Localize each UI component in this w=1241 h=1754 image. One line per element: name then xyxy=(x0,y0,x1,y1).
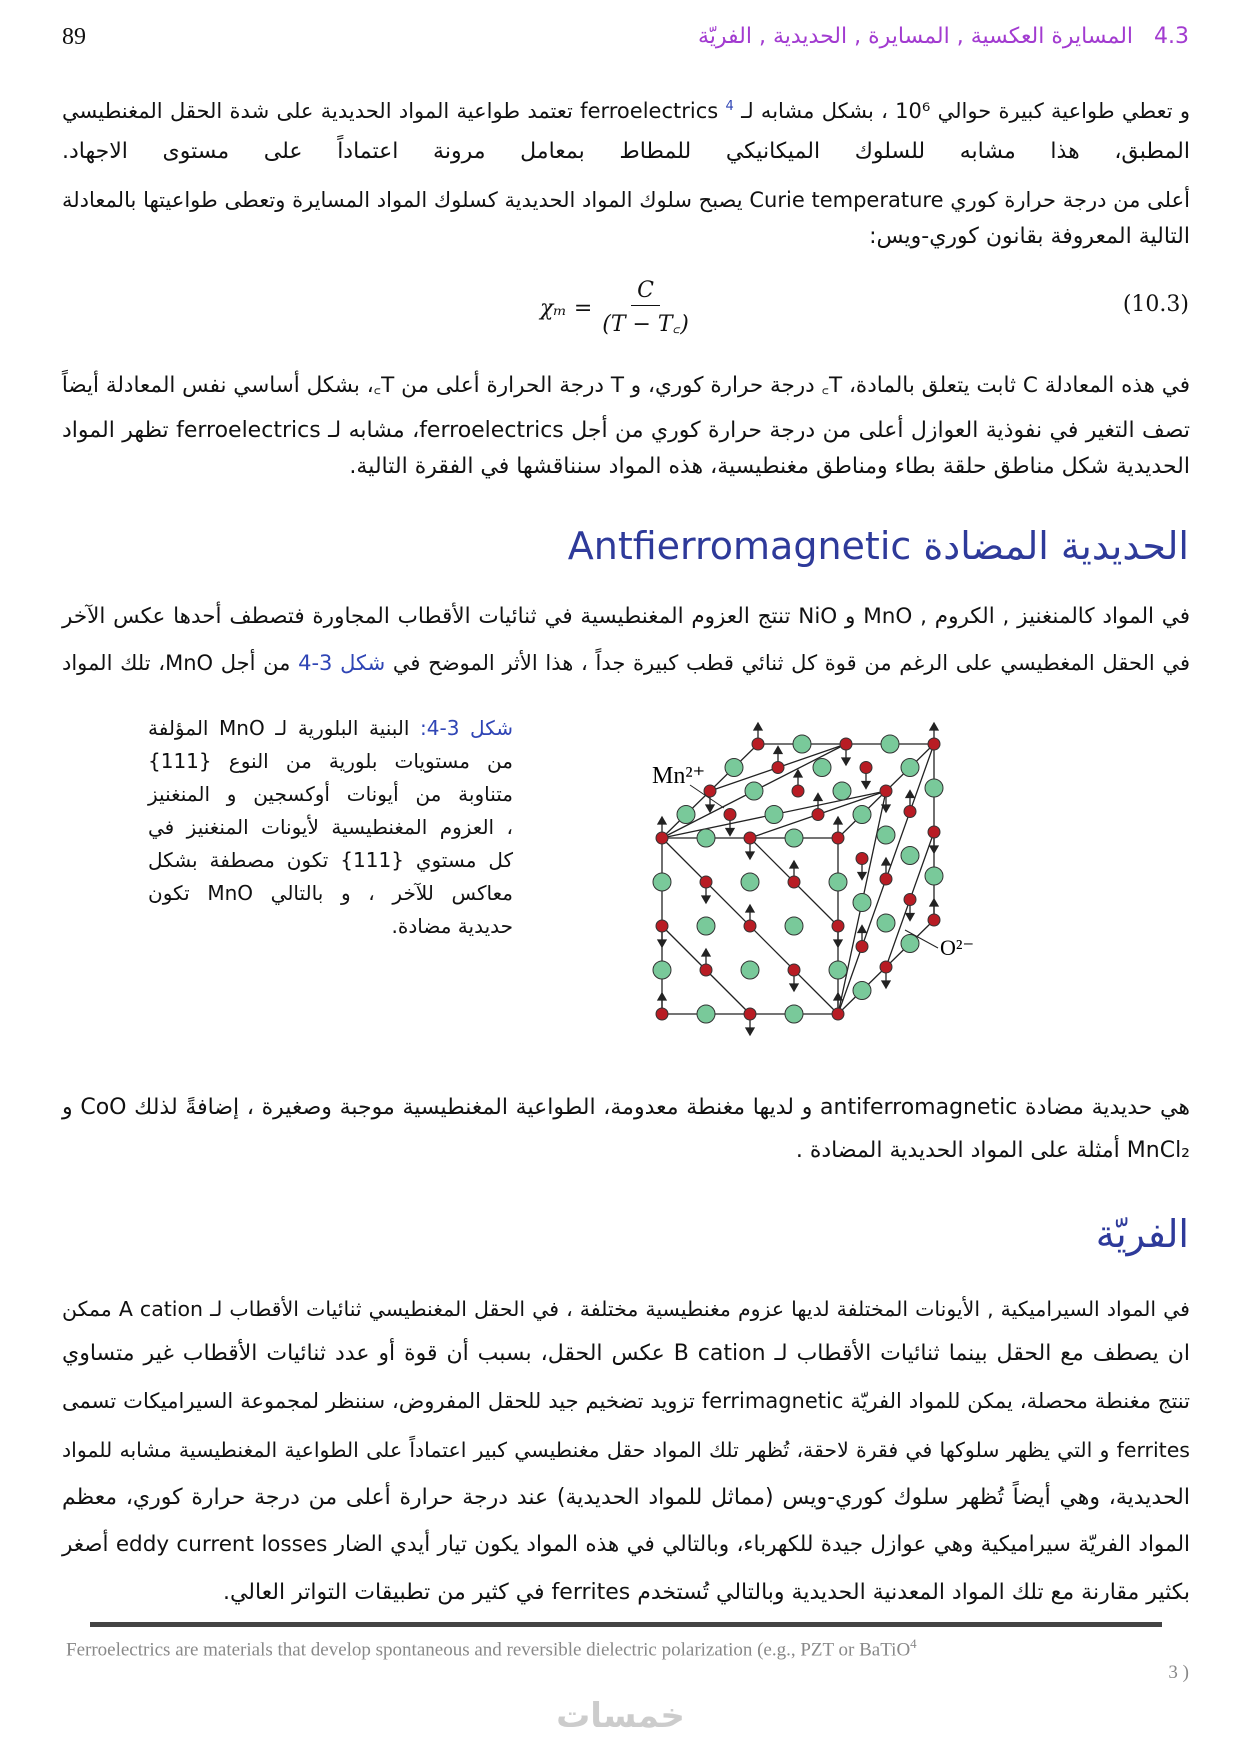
para1-line2: المطبق، هذا مشابه للسلوك الميكانيكي للمطاط بمعامل مرونة اعتماداً على مستوى الاجهاد. xyxy=(62,139,1190,164)
para5-line: ferrites و التي يظهر سلوكها في فقرة لاحقة، تُظهر تلك المواد حقل مغنطيسي كبير اعتماداً على الطواعية المغنطيسية مشابه للمواد xyxy=(62,1438,1190,1462)
o-ion xyxy=(853,982,871,1000)
o-ion-label: O²⁻ xyxy=(940,935,975,960)
o-ion xyxy=(813,759,831,777)
para2-line: الحديدية شكل مناطق حلقة بطاء ومناطق مغنطيسية، هذه المواد سنناقشها في الفقرة التالية. xyxy=(349,454,1190,479)
mn-ion xyxy=(792,785,804,797)
equation-lhs: χₘ = xyxy=(540,295,593,321)
section-title: المسايرة العكسية , المسايرة , الحديدية , الفريّة xyxy=(697,24,1134,49)
caption-line xyxy=(148,712,513,745)
footnote xyxy=(66,1636,917,1661)
o-ion xyxy=(829,961,847,979)
footnote-sup: 4 xyxy=(910,1636,917,1651)
equation xyxy=(540,278,689,338)
para4-line: MnCl₂ أمثلة على المواد الحديدية المضادة . xyxy=(795,1138,1190,1163)
o-ion xyxy=(881,735,899,753)
o-ion xyxy=(677,806,695,824)
o-ion xyxy=(793,735,811,753)
o-ion xyxy=(697,829,715,847)
o-ion xyxy=(901,759,919,777)
figure-reference-link[interactable]: شكل 3-4 xyxy=(298,651,386,675)
o-ion xyxy=(785,1005,803,1023)
watermark-logo: خمسات xyxy=(556,1696,685,1736)
mn-ion xyxy=(656,832,668,844)
mn-ion xyxy=(752,738,764,750)
mn-ion xyxy=(856,853,868,865)
caption-line: من مستويات بلورية من النوع {111} xyxy=(148,749,513,773)
mn-ion xyxy=(856,941,868,953)
mn-ion xyxy=(744,920,756,932)
running-header xyxy=(698,24,1189,49)
mn-ion xyxy=(832,920,844,932)
o-ion xyxy=(697,1005,715,1023)
mn-ion xyxy=(832,1008,844,1020)
text: تعتمد طواعية المواد الحديدية على شدة الحقل المغنطيسي xyxy=(62,99,573,123)
numerator: C xyxy=(631,278,660,306)
mn-ion xyxy=(904,894,916,906)
footnote-mark[interactable]: 4 xyxy=(725,99,734,114)
section-heading-ferrimagnetic: الفريّة xyxy=(1095,1212,1189,1256)
o-ion xyxy=(925,779,943,797)
text: في الحقل المغطيسي على الرغم من قوة كل ثنائي قطب كبيرة جداً ، هذا الأثر الموضح في xyxy=(392,651,1190,675)
page-number: 89 xyxy=(62,24,86,50)
mn-ion xyxy=(880,873,892,885)
o-ion xyxy=(785,829,803,847)
para5-line: المواد الفريّة سيراميكية وهي عوازل جيدة للكهرباء، وبالتالي في هذه المواد يكون تيار أيدي الضار eddy current losses أصغر xyxy=(62,1532,1190,1557)
o-ion xyxy=(765,806,783,824)
o-ion xyxy=(653,961,671,979)
mn-ion xyxy=(772,762,784,774)
o-ion xyxy=(901,935,919,953)
mno-crystal-structure-figure xyxy=(630,715,975,1045)
o-ion xyxy=(925,867,943,885)
fraction xyxy=(602,278,689,338)
section-number: 4.3 xyxy=(1154,24,1189,49)
o-ion xyxy=(853,894,871,912)
o-ion xyxy=(877,826,895,844)
footnote-divider xyxy=(90,1622,1162,1627)
footnote-continuation: 3 ) xyxy=(1168,1662,1189,1683)
denominator: (T − T꜀) xyxy=(602,312,689,337)
caption-line: معاكس للآخر ، و بالتالي MnO تكون xyxy=(148,881,513,905)
o-ion xyxy=(833,782,851,800)
caption-line: متناوبة من أيونات أوكسجين و المنغنيز xyxy=(148,782,513,806)
para1-line4: التالية المعروفة بقانون كوري-ويس: xyxy=(869,224,1190,249)
mn-ion xyxy=(860,762,872,774)
mn-ion xyxy=(744,1008,756,1020)
mn-ion xyxy=(656,920,668,932)
o-ion xyxy=(785,917,803,935)
o-ion xyxy=(901,847,919,865)
o-ion xyxy=(725,759,743,777)
para1-line1 xyxy=(62,91,1190,127)
caption-label: شكل 3-4: xyxy=(420,716,514,740)
mn-ion xyxy=(788,964,800,976)
o-ion xyxy=(697,917,715,935)
para2-line: في هذه المعادلة C ثابت يتعلق بالمادة، T꜀ درجة حرارة كوري، و T درجة الحرارة أعلى من T꜀، بشكل أساسي نفس المعادلة أيضاً xyxy=(61,373,1190,398)
caption-line: كل مستوي {111} تكون مصطفة بشكل xyxy=(148,848,513,872)
mn-ion xyxy=(656,1008,668,1020)
section-heading-antiferromagnetic: الحديدية المضادة Antfierromagnetic xyxy=(567,524,1189,568)
o-ion xyxy=(741,961,759,979)
text: من أجل MnO، تلك المواد xyxy=(62,651,291,675)
para4-line: هي حديدية مضادة antiferromagnetic و لديها مغنطة معدومة، الطواعية المغنطيسية موجبة وصغيرة ، إضافةً لذلك CoO و xyxy=(62,1095,1190,1120)
mn-ion xyxy=(928,738,940,750)
caption-line: ، العزوم المغنطيسية لأيونات المنغنيز في xyxy=(148,815,513,839)
mn-ion xyxy=(700,964,712,976)
o-ion xyxy=(653,873,671,891)
mn-ion xyxy=(928,914,940,926)
footnote-text: Ferroelectrics are materials that develop spontaneous and reversible dielectric polarization (e.g., PZT or BaTiO xyxy=(66,1639,911,1661)
caption-line: حديدية مضادة. xyxy=(391,914,513,938)
mn-ion xyxy=(840,738,852,750)
mn-ion-label: Mn²⁺ xyxy=(652,763,706,789)
mn-ion xyxy=(788,876,800,888)
o-ion xyxy=(829,873,847,891)
mn-ion xyxy=(832,832,844,844)
para5-line: ان يصطف مع الحقل بينما ثنائيات الأقطاب لـ B cation عكس الحقل، بسبب أن قوة أو عدد ثنائيات الأقطاب غير متساوي xyxy=(62,1341,1190,1366)
mn-ion xyxy=(744,832,756,844)
mn-ion xyxy=(724,809,736,821)
para5-line: في المواد السيراميكية , الأيونات المختلفة لديها عزوم مغنطيسية مختلفة ، في الحقل المغنطيسي ثنائيات الأقطاب لـ A cation ممكن xyxy=(62,1297,1190,1321)
o-ion xyxy=(853,806,871,824)
mn-ion xyxy=(880,961,892,973)
mn-ion xyxy=(812,809,824,821)
mn-ion xyxy=(880,785,892,797)
para3-line2 xyxy=(62,647,1190,679)
o-ion xyxy=(741,873,759,891)
para3-line1: في المواد كالمنغنيز , الكروم , MnO و NiO تنتج العزوم المغنطيسية في ثنائيات الأقطاب المجاورة فتصطف أحدها عكس الآخر xyxy=(62,604,1190,629)
para5-line: تنتج مغنطة محصلة، يمكن للمواد الفريّة ferrimagnetic تزويد تضخيم جيد للحقل المفروض، سننظر لمجموعة السيراميكات تسمى xyxy=(62,1389,1190,1413)
mn-ion xyxy=(928,826,940,838)
mn-ion xyxy=(904,806,916,818)
para2-line: تصف التغير في نفوذية العوازل أعلى من درجة حرارة كوري من أجل ferroelectrics، مشابه لـ ferroelectrics تظهر المواد xyxy=(62,418,1190,443)
mn-ion xyxy=(700,876,712,888)
text: و تعطي طواعية كبيرة حوالي 10⁶ ، بشكل مشابه لـ ferroelectrics xyxy=(580,99,1191,123)
para5-line: بكثير مقارنة مع تلك المواد المعدنية الحديدية وبالتالي تُستخدم ferrites في كثير من تطبيقات التواتر العالي. xyxy=(222,1580,1190,1605)
para1-line3: أعلى من درجة حرارة كوري Curie temperature يصبح سلوك المواد الحديدية كسلوك المواد المسايرة وتعطى طواعيتها بالمعادلة xyxy=(62,188,1190,212)
para5-line: الحديدية، وهي أيضاً تُظهر سلوك كوري-ويس (مماثل للمواد الحديدية) عند درجة حرارة أعلى من درجة حرارة كوري، معظم xyxy=(62,1485,1190,1510)
o-ion xyxy=(745,782,763,800)
equation-number: (10.3) xyxy=(1122,292,1189,317)
text: البنية البلورية لـ MnO المؤلفة xyxy=(148,716,410,740)
o-ion xyxy=(877,914,895,932)
